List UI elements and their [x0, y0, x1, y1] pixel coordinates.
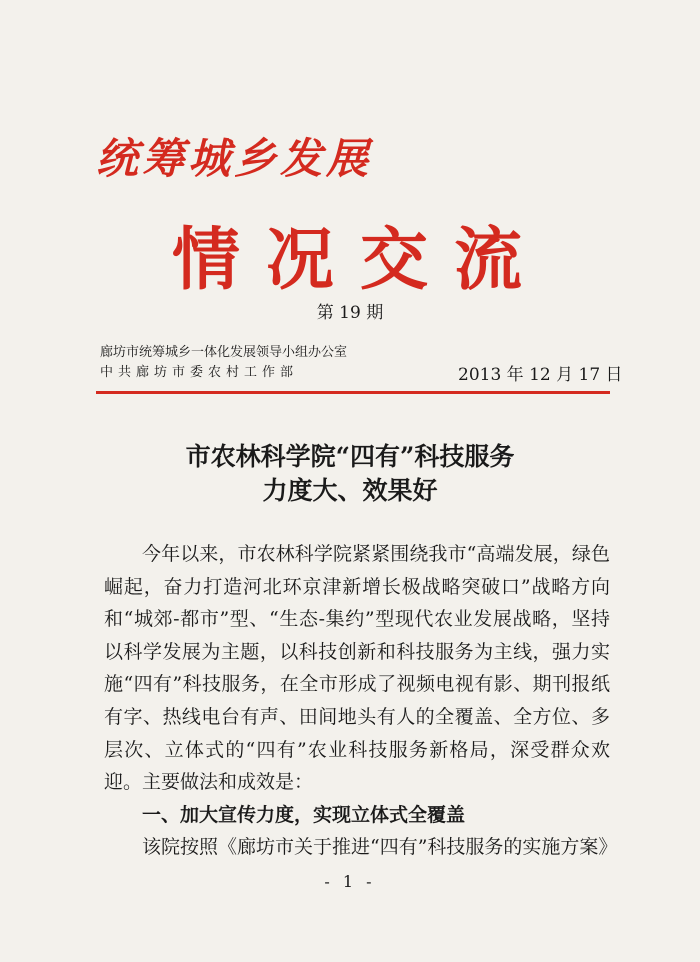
article-title: [0, 440, 700, 508]
issue-number: 第 19 期: [316, 303, 384, 323]
section-heading: 一、加大宣传力度，实现立体式全覆盖: [142, 803, 466, 826]
page-number: - 1 -: [324, 872, 376, 891]
article-body: [104, 538, 618, 864]
article-title-line2: 力度大、效果好: [262, 476, 438, 505]
header-divider: [96, 391, 610, 394]
banner-subtitle: 统筹城乡发展: [96, 134, 373, 183]
issue-date: 2013 年 12 月 17 日: [458, 365, 623, 385]
issuing-office: [100, 343, 347, 383]
paragraph: 今年以来，市农林科学院紧紧围绕我市“高端发展，绿色崛起，奋力打造河北环京津新增长极战略突破口”战略方向和“城郊-都市”型、“生态-集约”型现代农业发展战略，坚持以科学发展为主题，以科技创新和科技服务为主线，强力实施“四有”科技服务，在全市形成了视频电视有影、期刊报纸有字、热线电台有声、田间地头有人的全覆盖、全方位、多层次、立体式的“四有”农业科技服务新格局，深受群众欢迎。主要做法和成效是：: [104, 543, 610, 794]
banner-title: 情况交流: [172, 220, 549, 300]
paragraph: 该院按照《廊坊市关于推进“四有”科技服务的实施方案》: [142, 836, 618, 859]
issuing-office-line1: 廊坊市统筹城乡一体化发展领导小组办公室: [100, 345, 348, 360]
article-title-line1: 市农林科学院“四有”科技服务: [185, 442, 515, 471]
issuing-office-line2: 中共廊坊市委农村工作部: [100, 365, 299, 380]
